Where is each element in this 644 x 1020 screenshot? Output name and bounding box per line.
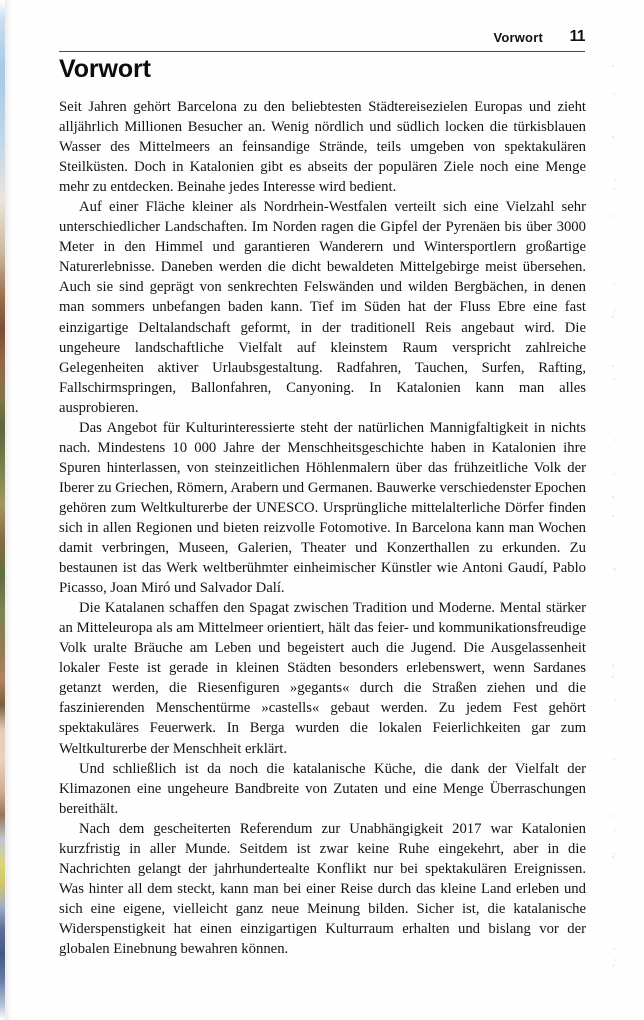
paragraph: Nach dem gescheiterten Referendum zur Unabhängigkeit 2017 war Katalonien kurzfristig in aller Munde. Seitdem ist zwar keine Ruhe eingekehrt, aber in die Nachrichten gelangt der jahrhundertealte Konflikt nur bei spektakulären Ereignissen. Was hinter all dem steckt, kann man bei einer Reise durch das kleine Land erleben und sich eine eigene, vielleicht ganz neue Meinung bilden. Sicher ist, die katalanische Widerspenstigkeit hat einen einzigartigen Kulturraum erhalten und bislang vor der globalen Einebnung bewahren können. (59, 820, 586, 957)
scan-speckle-artifacts (612, 60, 616, 990)
paragraph: Seit Jahren gehört Barcelona zu den beliebtesten Städtereisezielen Europas und zieht alljährlich Millionen Besucher an. Wenig nördlich und südlich locken die türkisblauen Wasser des Mittelmeers an feinsandige Strände, teils umgeben von spektakulären Steilküsten. Doch in Katalonien gibt es abseits der populären Ziele noch eine Menge mehr zu entdecken. Beinahe jedes Interesse wird bedient. (59, 99, 586, 196)
paragraph: Das Angebot für Kulturinteressierte steht der natürlichen Mannigfaltigkeit in nichts nach. Mindestens 10 000 Jahre der Menschheitsgeschichte haben in Katalonien ihre Spuren hinterlassen, von steinzeitlichen Höhlenmalern über das frühzeitliche Volk der Iberer zu Griechen, Römern, Arabern und Germanen. Bauwerke verschiedenster Epochen gehören zum Weltkulturerbe der UNESCO. Ursprüngliche mittelalterliche Dörfer finden sich in allen Regionen und bieten reizvolle Fotomotive. In Barcelona kann man Wochen damit verbringen, Museen, Galerien, Theater und Konzerthallen zu erkunden. Zu bestaunen ist das Werk weltberühmter einheimischer Künstler wie Antoni Gaudí, Pablo Picasso, Joan Miró und Salvador Dalí. (59, 419, 586, 597)
running-head-title: Vorwort (493, 30, 543, 45)
paragraph: Auf einer Fläche kleiner als Nordrhein-Westfalen verteilt sich eine Vielzahl sehr unterschiedlicher Landschaften. Im Norden ragen die Gipfel der Pyrenäen bis über 3000 Meter in den Himmel und garantieren Wanderern und Wintersportlern großartige Naturerlebnisse. Daneben werden die dicht bewaldeten Mittelgebirge meist übersehen. Auch sie sind geprägt von senkrechten Felswänden und wilden Bergbächen, in denen man sommers unbefangen baden kann. Tief im Süden hat der Fluss Ebre eine fast einzigartige Deltalandschaft geformt, in der traditionell Reis angebaut wird. Die ungeheure landschaftliche Vielfalt auf kleinstem Raum verspricht zahlreiche Gelegenheiten aktiver Urlaubsgestaltung. Radfahren, Tauchen, Surfen, Rafting, Fallschirmspringen, Ballonfahren, Canyoning. In Katalonien kann man alles ausprobieren. (59, 199, 586, 416)
body-text (59, 97, 586, 959)
paragraph: Die Katalanen schaffen den Spagat zwischen Tradition und Moderne. Mental stärker an Mitteleuropa als am Mittelmeer orientiert, hält das feier- und kommunikationsfreudige Volk uralte Bräuche am Leben und begeistert auch die Jugend. Die Ausgelassenheit lokaler Feste ist gerade in kleinen Städten besonders erlebenswert, wenn Sardanes getanzt werden, die Riesenfiguren »gegants« durch die Straßen ziehen und die faszinierenden Menschentürme »castells« gebaut werden. Zu jedem Fest gehört spektakuläres Feuerwerk. In Berga wurden die lokalen Feierlichkeiten gar zum Weltkulturerbe der Menschheit erklärt. (59, 600, 586, 757)
page-title: Vorwort (59, 55, 151, 83)
binding-gutter-shadow (5, 0, 12, 1020)
header-rule (59, 51, 585, 52)
paragraph: Und schließlich ist da noch die katalanische Küche, die dank der Vielfalt der Klimazonen eine ungeheure Bandbreite von Zutaten und eine Menge Überraschungen bereithält. (59, 760, 586, 817)
running-head (59, 30, 585, 48)
page-number: 11 (569, 28, 585, 45)
